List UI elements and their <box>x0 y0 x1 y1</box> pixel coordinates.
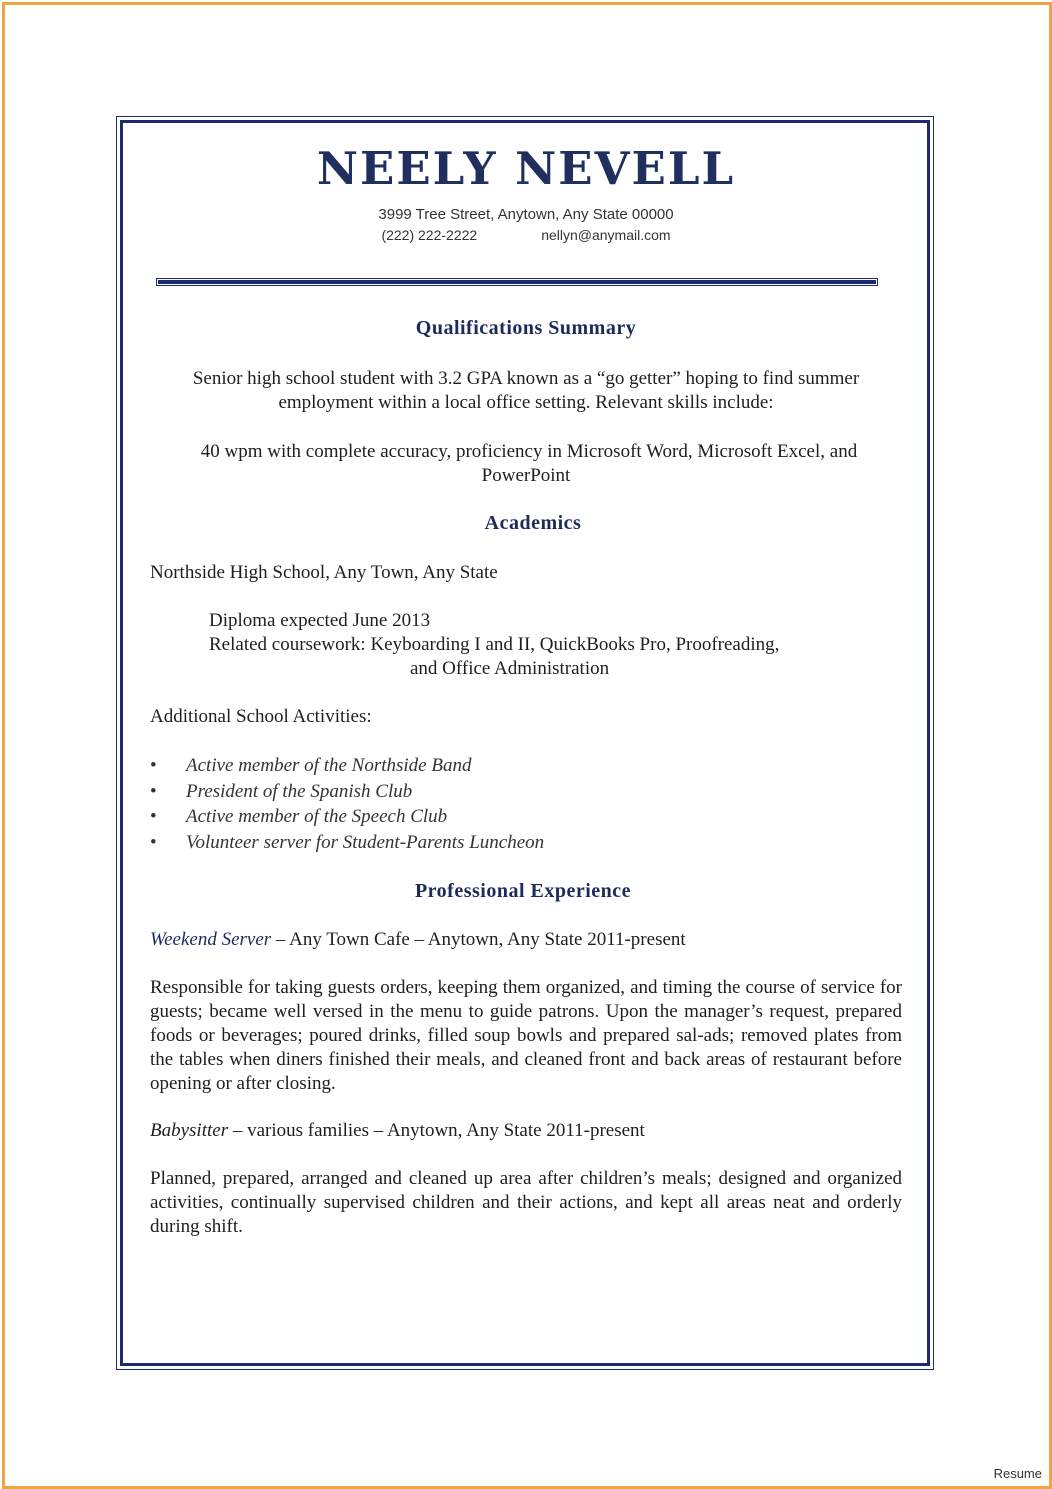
summary-line-1: Senior high school student with 3.2 GPA known as a “go getter” hoping to find summer <box>192 368 860 389</box>
skills-line-2: PowerPoint <box>481 465 571 486</box>
job-2-title: Babysitter <box>150 1120 229 1141</box>
diploma: Diploma expected June 2013 <box>209 610 431 631</box>
activity-text: Active member of the Speech Club <box>186 806 448 827</box>
job-1-title: Weekend Server <box>150 929 272 950</box>
activities-list <box>150 754 544 856</box>
bullet-icon: • <box>150 806 157 827</box>
contact-row <box>0 227 1052 243</box>
header-divider <box>158 280 876 284</box>
job-2-details: – various families – Anytown, Any State 2011-present <box>228 1120 645 1141</box>
skills-line-1: 40 wpm with complete accuracy, proficiency in Microsoft Word, Microsoft Excel, and <box>200 441 858 462</box>
activity-text: Volunteer server for Student-Parents Luncheon <box>186 831 545 853</box>
resume-address: 3999 Tree Street, Anytown, Any State 00000 <box>378 206 674 223</box>
list-item <box>150 831 544 857</box>
qualifications-heading: Qualifications Summary <box>415 317 637 339</box>
list-item <box>150 805 544 831</box>
activities-label: Additional School Activities: <box>150 706 372 727</box>
resume-email: nellyn@anymail.com <box>541 227 671 243</box>
coursework-line-2: and Office Administration <box>410 658 610 679</box>
job-2-description: Planned, prepared, arranged and cleaned up area after children’s meals; designed and organized activities, continually supervised children and their actions, and kept all areas neat and orderly during shift. <box>150 1168 902 1237</box>
list-item <box>150 754 544 780</box>
bullet-icon: • <box>150 831 157 853</box>
resume-name: NEELY NEVELL <box>316 142 736 195</box>
coursework-line-1: Related coursework: Keyboarding I and II, QuickBooks Pro, Proofreading, <box>209 634 780 655</box>
bullet-icon: • <box>150 780 157 802</box>
summary-line-2: employment within a local office setting. Relevant skills include: <box>278 392 774 413</box>
experience-heading: Professional Experience <box>414 880 632 902</box>
activity-text: President of the Spanish Club <box>186 780 413 802</box>
academics-heading: Academics <box>484 512 582 534</box>
job-1-header <box>150 928 686 952</box>
job-2-header <box>150 1119 645 1143</box>
job-1-details: – Any Town Cafe – Anytown, Any State 2011-present <box>271 929 686 950</box>
bullet-icon: • <box>150 755 157 776</box>
activity-text: Active member of the Northside Band <box>186 755 472 776</box>
school-name: Northside High School, Any Town, Any State <box>150 562 498 583</box>
resume-phone: (222) 222-2222 <box>381 227 478 243</box>
job-1-description: Responsible for taking guests orders, keeping them organized, and timing the course of service for guests; became well versed in the menu to guide patrons. Upon the manager’s request, prepared foods or beverages; poured drinks, filled soup bowls and prepared sal-ads; removed plates from the tables when diners finished their meals, and cleaned front and back areas of restaurant before opening or after closing. <box>150 977 902 1094</box>
watermark-label: Resume <box>993 1466 1042 1481</box>
list-item <box>150 780 544 806</box>
